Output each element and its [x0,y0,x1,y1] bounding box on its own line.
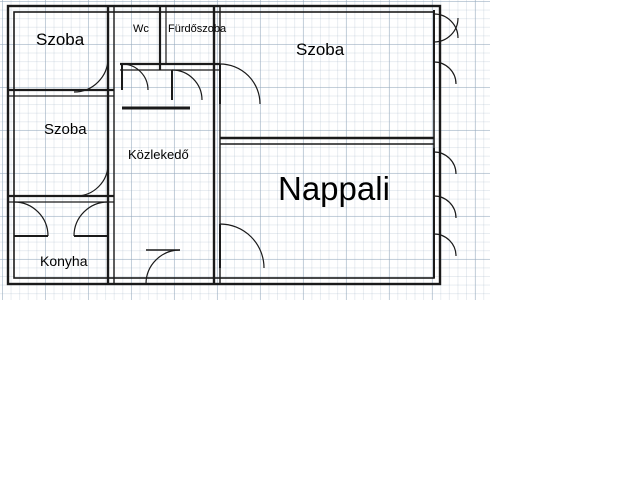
room-label-szoba-2: Szoba [44,121,87,138]
room-label-kozlekedo: Közlekedő [128,147,189,162]
room-label-wc: Wc [133,23,149,35]
room-label-szoba-1: Szoba [36,30,85,49]
door-swings [14,10,458,284]
room-label-szoba-3: Szoba [296,40,345,59]
room-label-furdoszoba: Fürdőszoba [168,23,227,35]
room-label-nappali: Nappali [278,170,390,207]
room-label-konyha: Konyha [40,253,88,269]
